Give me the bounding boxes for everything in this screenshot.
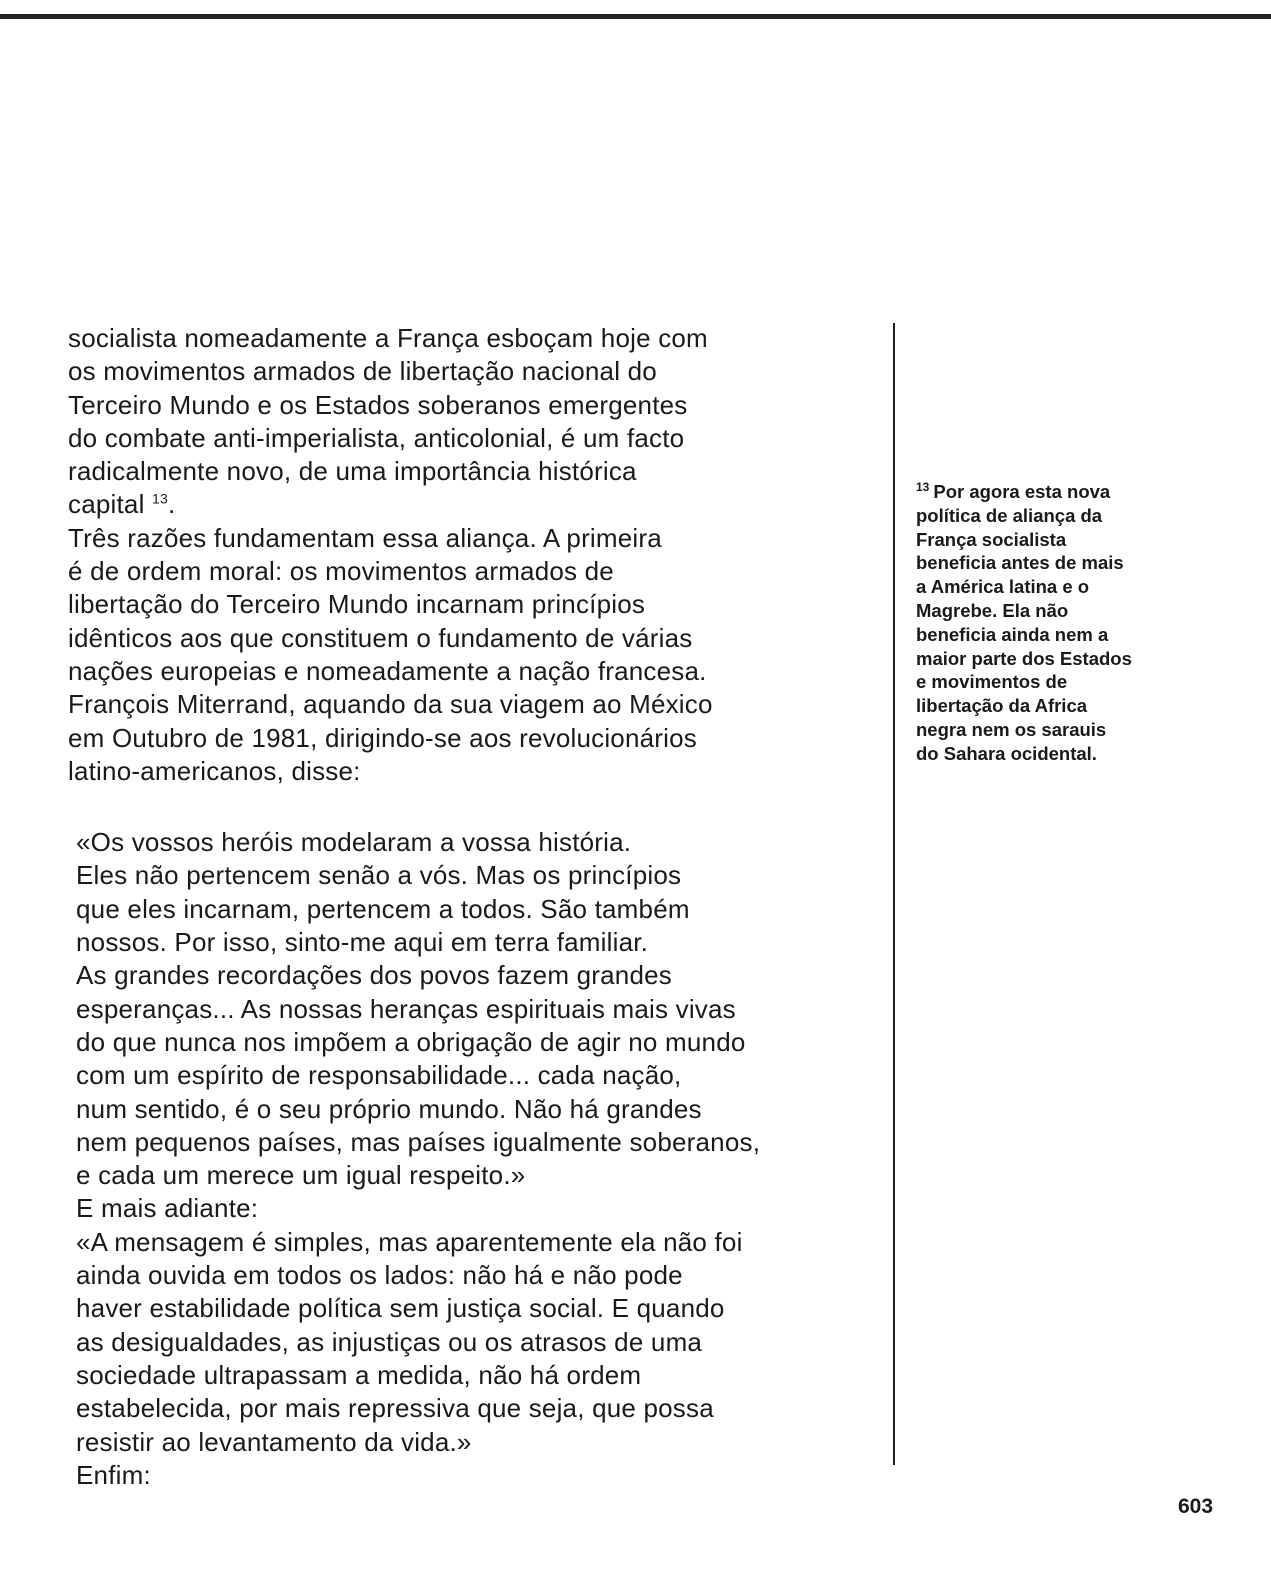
text-line: é de ordem moral: os movimentos armados de: [68, 556, 614, 587]
footnote-number: 13: [916, 479, 930, 494]
quote-line: estabelecida, por mais repressiva que seja, que possa: [76, 1393, 714, 1424]
footnote-line: do Sahara ocidental.: [916, 742, 1097, 764]
quote-line: as desigualdades, as injustiças ou os atrasos de uma: [76, 1326, 703, 1357]
text-line: François Miterrand, aquando da sua viagem ao México: [68, 689, 713, 720]
quote-line: nossos. Por isso, sinto-me aqui em terra familiar.: [76, 927, 649, 958]
footnote-line: Magrebe. Ela não: [916, 599, 1069, 621]
quote-line: que eles incarnam, pertencem a todos. São também: [76, 893, 690, 924]
text-line: radicalmente novo, de uma importância histórica: [68, 456, 637, 487]
quote-line: «Os vossos heróis modelaram a vossa história.: [76, 827, 632, 858]
footnote-reference: 13: [152, 490, 168, 507]
footnote-line: beneficia ainda nem a: [916, 623, 1109, 645]
footnote-line: maior parte dos Estados: [916, 647, 1132, 669]
quote-line: com um espírito de responsabilidade... cada nação,: [76, 1060, 682, 1091]
quote-line: haver estabilidade política sem justiça social. E quando: [76, 1293, 725, 1324]
text-fragment: capital: [68, 489, 145, 520]
transition-line: E mais adiante:: [76, 1193, 259, 1224]
text-line: do combate anti-imperialista, anticolonial, é um facto: [68, 422, 685, 453]
footnote-line: [916, 480, 1216, 504]
text-line: em Outubro de 1981, dirigindo-se aos revolucionários: [68, 722, 697, 753]
quote-line: ainda ouvida em todos os lados: não há e não pode: [76, 1260, 683, 1291]
quote-line: «A mensagem é simples, mas aparentemente ela não foi: [76, 1226, 743, 1257]
quote-line: As grandes recordações dos povos fazem grandes: [76, 960, 672, 991]
column-divider: [893, 323, 895, 1465]
quote-line: do que nunca nos impõem a obrigação de agir no mundo: [76, 1026, 746, 1057]
footnote-line: e movimentos de: [916, 671, 1068, 693]
closing-line: Enfim:: [76, 1459, 151, 1490]
text-line: socialista nomeadamente a França esboçam hoje com: [68, 323, 708, 353]
footnote: [916, 480, 1216, 766]
footnote-line: beneficia antes de mais: [916, 552, 1124, 574]
footnote-line: negra nem os sarauis: [916, 718, 1107, 740]
footnote-line: política de aliança da: [916, 504, 1103, 526]
footnote-line: a América latina e o: [916, 576, 1090, 598]
quote-line: num sentido, é o seu próprio mundo. Não há grandes: [76, 1093, 702, 1124]
footnote-text: Por agora esta nova: [933, 481, 1111, 502]
quote-line: esperanças... As nossas heranças espirituais mais vivas: [76, 993, 736, 1024]
footnote-line: França socialista: [916, 528, 1067, 550]
quote-line: resistir ao levantamento da vida.»: [76, 1426, 472, 1457]
text-line: Terceiro Mundo e os Estados soberanos emergentes: [68, 389, 688, 420]
page-number: 603: [1178, 1495, 1214, 1518]
main-text-column: [68, 322, 883, 1492]
quote-line: e cada um merece um igual respeito.»: [76, 1160, 526, 1191]
paragraph-gap: [68, 788, 883, 826]
text-line: [68, 488, 883, 521]
text-line: Três razões fundamentam essa aliança. A primeira: [68, 522, 662, 553]
footnote-line: libertação da Africa: [916, 695, 1088, 717]
text-line: nações europeias e nomeadamente a nação francesa.: [68, 655, 707, 686]
top-rule: [0, 14, 1271, 19]
text-line: idênticos aos que constituem o fundamento de várias: [68, 622, 693, 653]
text-fragment: .: [167, 489, 176, 520]
quote-line: sociedade ultrapassam a medida, não há ordem: [76, 1359, 642, 1390]
quote-line: Eles não pertencem senão a vós. Mas os princípios: [76, 860, 682, 891]
quote-line: nem pequenos países, mas países igualmente soberanos,: [76, 1126, 761, 1157]
text-line: latino-americanos, disse:: [68, 755, 361, 786]
text-line: libertação do Terceiro Mundo incarnam princípios: [68, 589, 646, 620]
text-line: os movimentos armados de libertação nacional do: [68, 356, 657, 387]
